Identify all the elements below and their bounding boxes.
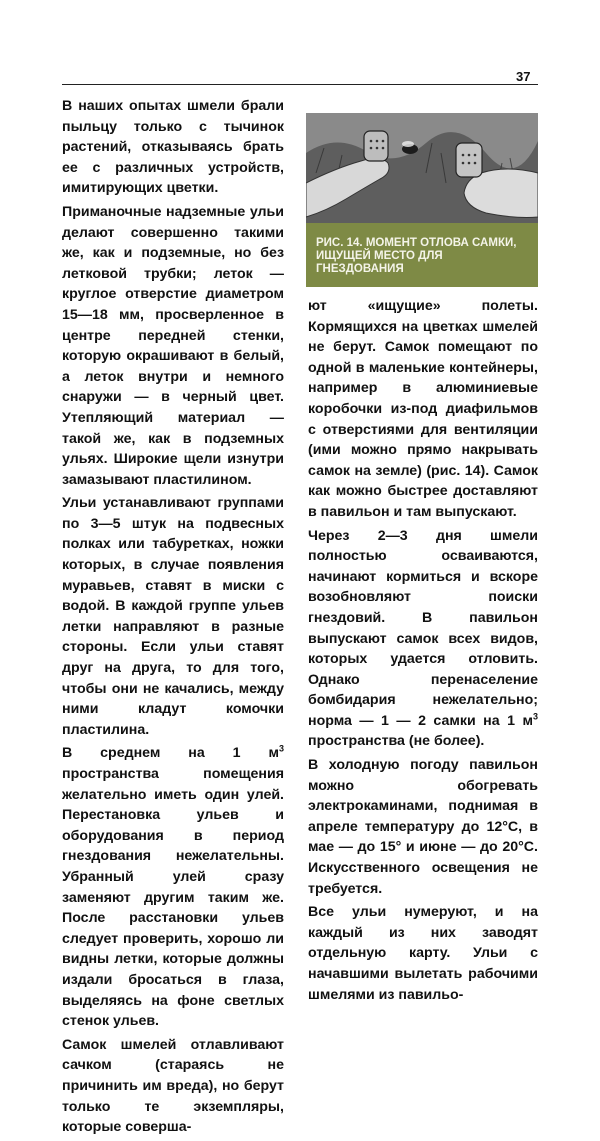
text-segment: пространства помещения желательно иметь один улей. Перестановка ульев и оборудования в период гнездования нежелательны. Убранный улей сразу заменяют другим таким же. После расстановки ульев следует проверить, хорошо ли видны летки, которые должны издали бросаться в глаза, выделяясь на фоне светлых стенок ульев. (62, 766, 284, 1030)
paragraph: Ульи устанавливают группами по 3—5 штук на подвесных полках или табуретках, ножки которых, в случае появления муравьев, ставят в миски с водой. В каждой группе ульев летки направляют в разные стороны. Если ульи ставят друг на друга, то для того, чтобы они не качались, между ними кладут комочки пластилина. (62, 495, 284, 738)
paragraph (308, 526, 538, 753)
superscript: 3 (532, 711, 538, 722)
paragraph: Приманочные надземные ульи делают совершенно такими же, как и подземные, но без летковой трубки; леток — круглое отверстие диаметром 15—18 мм, просверленное в центре передней стенки, которую окрашивают в белый, а леток внутри и немного снаружи — в черный цвет. Утепляющий материал — такой же, как в подземных ульях. Широкие щели изнутри замазывают пластилином. (62, 203, 284, 488)
paragraph: Все ульи нумеруют, и на каждый из них заводят отдельную карту. Ульи с начавшими вылетать рабочими шмелями из павильо- (308, 904, 538, 1003)
superscript: 3 (278, 743, 284, 754)
right-column (308, 296, 538, 1008)
left-column (62, 96, 284, 1141)
paragraph (62, 743, 284, 1031)
figure-caption-box (306, 223, 538, 287)
paragraph: ют «ищущие» полеты. Кормящихся на цветках шмелей не берут. Самок помещают по одной в маленькие контейнеры, например в алюминиевые коробочки из-под диафильмов с отверстиями для вентиляции (ими можно прямо накрывать самок на земле) (рис. 14). Самок как можно быстрее доставляют в павильон и там выпускают. (308, 298, 538, 520)
bumblebee-capture-illustration (306, 113, 538, 223)
paragraph: В холодную погоду павильон можно обогревать электрокаминами, поднимая в апреле температуру до 12°С, в мае — до 15° и июне — до 20°С. Искусственного освещения не требуется. (308, 757, 538, 897)
header-rule (62, 84, 538, 85)
paragraph: В наших опытах шмели брали пыльцу только с тычинок растений, отказываясь брать ее с различных устройств, имитирующих цветки. (62, 98, 284, 197)
text-segment: Через 2—3 дня шмели полностью осваиваются, начинают кормиться и вскоре возобновляют поиски гнездовий. В павильон выпускают самок всех видов, которых удается отловить. Однако перенаселение бомбидария нежелательно; норма — 1 — 2 самки на 1 м (308, 527, 538, 729)
figure-caption: РИС. 14. МОМЕНТ ОТЛОВА САМКИ, ИЩУЩЕЙ МЕСТО ДЛЯ ГНЕЗДОВАНИЯ (316, 237, 517, 275)
paragraph: Самок шмелей отлавливают сачком (стараясь не причинить им вреда), но берут только те экземпляры, которые соверша- (62, 1036, 284, 1136)
text-segment: В среднем на 1 м (62, 745, 279, 762)
figure-photo (306, 113, 538, 223)
text-segment: пространства (не более). (308, 733, 485, 750)
page-number: 37 (516, 69, 531, 84)
figure (306, 113, 538, 287)
